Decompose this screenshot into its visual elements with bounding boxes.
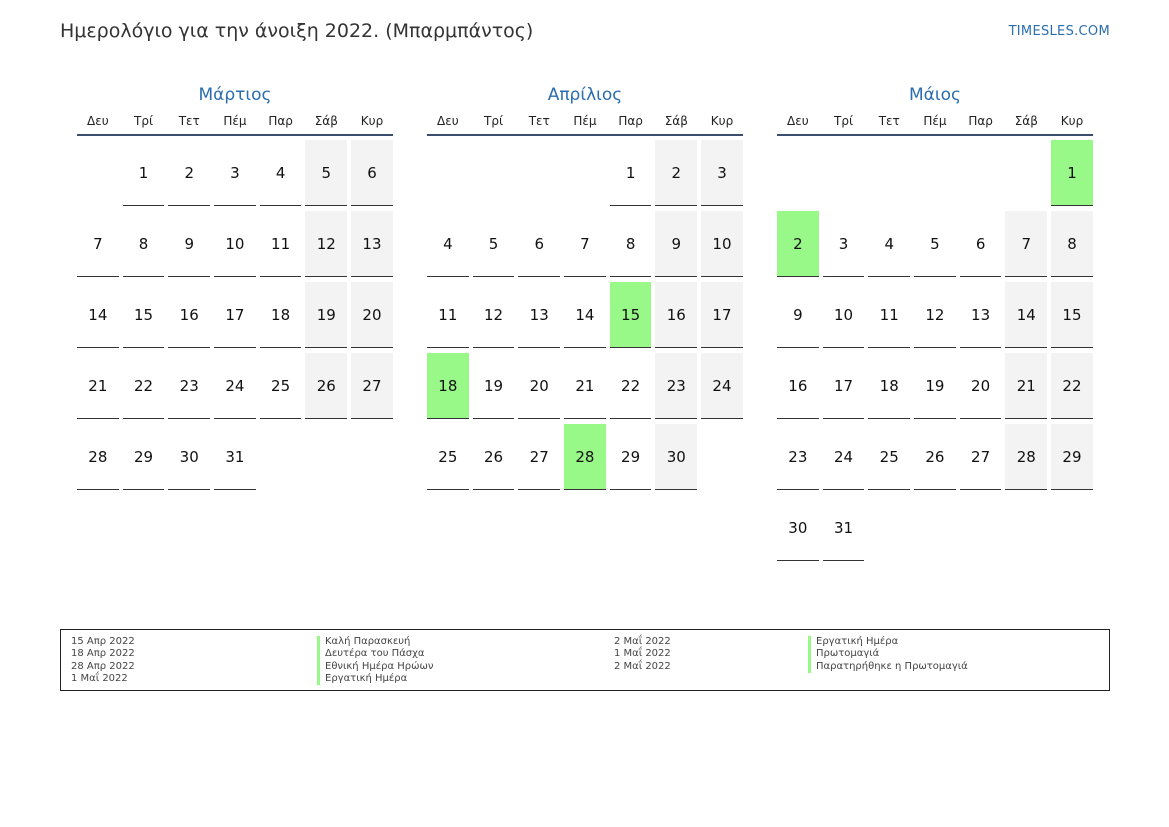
day-cell[interactable]: 23 [168,353,210,419]
day-cell[interactable]: 17 [823,353,865,419]
day-cell[interactable]: 8 [610,211,652,277]
weekday-label: Πέμ [573,114,597,128]
legend-entry: Πρωτομαγιά [808,648,968,660]
day-cell[interactable]: 28 [1005,424,1047,490]
day-cell[interactable]: 29 [123,424,165,490]
day-cell[interactable]: 21 [77,353,119,419]
legend-entry: Εργατική Ημέρα [317,673,433,685]
day-cell[interactable]: 4 [427,211,469,277]
legend-entry: 15 Απρ 2022 [71,636,135,647]
day-cell[interactable]: 8 [1051,211,1093,277]
day-cell[interactable]: 19 [473,353,515,419]
day-cell[interactable]: 10 [701,211,743,277]
day-cell[interactable]: 16 [777,353,819,419]
day-cell[interactable]: 24 [701,353,743,419]
empty-cell [914,140,956,206]
day-cell[interactable]: 19 [914,353,956,419]
day-cell[interactable]: 12 [473,282,515,348]
legend-entry: 1 Μαΐ 2022 [71,672,128,684]
day-cell[interactable]: 25 [868,424,910,490]
day-cell[interactable]: 29 [1051,424,1093,490]
weekday-label: Δευ [87,114,109,128]
day-cell[interactable]: 24 [823,424,865,490]
holiday-day-cell[interactable]: 1 [1051,140,1093,206]
day-cell[interactable]: 24 [214,353,256,419]
day-cell[interactable]: 16 [655,282,697,348]
day-cell[interactable]: 14 [564,282,606,348]
day-cell[interactable]: 31 [823,495,865,561]
day-cell[interactable]: 30 [168,424,210,490]
day-cell[interactable]: 21 [1005,353,1047,419]
weekday-label: Τρί [834,114,854,128]
day-cell[interactable]: 23 [777,424,819,490]
day-cell[interactable]: 22 [610,353,652,419]
day-cell[interactable]: 16 [168,282,210,348]
day-cell[interactable]: 13 [960,282,1002,348]
month-calendar-march [77,83,393,490]
empty-cell [777,140,819,206]
day-cell[interactable]: 18 [868,353,910,419]
day-cell[interactable]: 15 [123,282,165,348]
weekday-label: Παρ [268,114,293,128]
legend-entry: Παρατηρήθηκε η Πρωτομαγιά [808,661,968,673]
day-cell[interactable]: 6 [518,211,560,277]
day-cell[interactable]: 20 [518,353,560,419]
site-link[interactable]: TIMESLES.COM [1008,24,1110,39]
empty-cell [427,140,469,206]
day-cell[interactable]: 17 [214,282,256,348]
weekday-label: Δευ [437,114,459,128]
day-cell[interactable]: 4 [260,140,302,206]
day-cell[interactable]: 11 [260,211,302,277]
legend-names-right [808,636,968,673]
weekday-label: Παρ [968,114,993,128]
weekday-label: Κυρ [710,114,734,128]
empty-cell [868,140,910,206]
weekday-label: Κυρ [360,114,384,128]
day-cell[interactable]: 20 [351,282,393,348]
day-cell[interactable]: 25 [427,424,469,490]
day-cell[interactable]: 23 [655,353,697,419]
weekday-label: Τετ [528,114,550,128]
day-cell[interactable]: 1 [123,140,165,206]
day-cell[interactable]: 22 [123,353,165,419]
day-cell[interactable]: 9 [655,211,697,277]
day-cell[interactable]: 9 [777,282,819,348]
day-cell[interactable]: 7 [1005,211,1047,277]
weekday-header [777,114,1093,136]
legend-entry: Καλή Παρασκευή [317,636,433,648]
day-cell[interactable]: 13 [518,282,560,348]
empty-cell [518,140,560,206]
legend-entry: Εργατική Ημέρα [808,636,968,648]
weekday-label: Σάβ [1014,114,1038,128]
weekday-label: Δευ [787,114,809,128]
holiday-day-cell[interactable]: 28 [564,424,606,490]
day-cell[interactable]: 5 [473,211,515,277]
day-cell[interactable]: 1 [610,140,652,206]
legend-entry: 2 Μαΐ 2022 [614,660,671,672]
day-cell[interactable]: 7 [564,211,606,277]
empty-cell [823,140,865,206]
day-cell[interactable]: 27 [518,424,560,490]
day-cell[interactable]: 17 [701,282,743,348]
weekday-header [77,114,393,136]
day-cell[interactable]: 19 [305,282,347,348]
day-cell[interactable]: 26 [473,424,515,490]
day-cell[interactable]: 20 [960,353,1002,419]
day-cell[interactable]: 25 [260,353,302,419]
weekday-header [427,114,743,136]
legend-entry: 18 Απρ 2022 [71,648,135,660]
day-cell[interactable]: 4 [868,211,910,277]
empty-cell [77,140,119,206]
empty-cell [960,140,1002,206]
legend-names-left [317,636,433,685]
empty-cell [564,140,606,206]
legend-entry: Εθνική Ημέρα Ηρώων [317,661,433,673]
day-cell[interactable]: 26 [305,353,347,419]
empty-cell [473,140,515,206]
weekday-label: Τρί [134,114,154,128]
weekday-label: Τρί [484,114,504,128]
page-title: Ημερολόγιο για την άνοιξη 2022. (Μπαρμπάντος) [60,20,534,42]
day-cell[interactable]: 27 [351,353,393,419]
weekday-label: Παρ [618,114,643,128]
weekday-label: Σάβ [314,114,338,128]
day-grid [777,140,1093,561]
day-cell[interactable]: 10 [214,211,256,277]
month-calendar-may [777,83,1093,561]
day-cell[interactable]: 3 [823,211,865,277]
day-grid [427,140,743,490]
day-cell[interactable]: 12 [305,211,347,277]
legend-entry: 1 Μαΐ 2022 [614,648,671,660]
day-cell[interactable]: 10 [823,282,865,348]
day-cell[interactable]: 29 [610,424,652,490]
day-cell[interactable]: 13 [351,211,393,277]
day-cell[interactable]: 30 [777,495,819,561]
empty-cell [1005,140,1047,206]
holiday-day-cell[interactable]: 2 [777,211,819,277]
day-cell[interactable]: 3 [701,140,743,206]
day-cell[interactable]: 2 [168,140,210,206]
day-cell[interactable]: 14 [77,282,119,348]
legend-entry: Δευτέρα του Πάσχα [317,648,433,660]
legend-dates-right [614,636,671,673]
day-cell[interactable]: 5 [305,140,347,206]
weekday-label: Τετ [878,114,900,128]
day-cell[interactable]: 27 [960,424,1002,490]
weekday-label: Πέμ [223,114,247,128]
day-cell[interactable]: 28 [77,424,119,490]
legend-entry: 28 Απρ 2022 [71,660,135,672]
month-calendar-april [427,83,743,490]
day-cell[interactable]: 8 [123,211,165,277]
month-name: Απρίλιος [547,85,623,105]
holiday-legend [60,629,1110,691]
day-cell[interactable]: 11 [427,282,469,348]
day-cell[interactable]: 14 [1005,282,1047,348]
day-cell[interactable]: 26 [914,424,956,490]
legend-dates-left [71,636,135,685]
day-cell[interactable]: 6 [960,211,1002,277]
day-cell[interactable]: 31 [214,424,256,490]
day-cell[interactable]: 22 [1051,353,1093,419]
day-grid [77,140,393,490]
weekday-label: Πέμ [923,114,947,128]
weekday-label: Σάβ [664,114,688,128]
day-cell[interactable]: 30 [655,424,697,490]
month-name: Μάιος [908,85,961,105]
day-cell[interactable]: 21 [564,353,606,419]
month-name: Μάρτιος [198,85,272,105]
holiday-day-cell[interactable]: 18 [427,353,469,419]
day-cell[interactable]: 18 [260,282,302,348]
day-cell[interactable]: 11 [868,282,910,348]
day-cell[interactable]: 9 [168,211,210,277]
day-cell[interactable]: 3 [214,140,256,206]
day-cell[interactable]: 2 [655,140,697,206]
day-cell[interactable]: 12 [914,282,956,348]
legend-entry: 2 Μαΐ 2022 [614,636,671,647]
day-cell[interactable]: 6 [351,140,393,206]
day-cell[interactable]: 5 [914,211,956,277]
day-cell[interactable]: 7 [77,211,119,277]
weekday-label: Κυρ [1060,114,1084,128]
holiday-day-cell[interactable]: 15 [610,282,652,348]
weekday-label: Τετ [178,114,200,128]
day-cell[interactable]: 15 [1051,282,1093,348]
